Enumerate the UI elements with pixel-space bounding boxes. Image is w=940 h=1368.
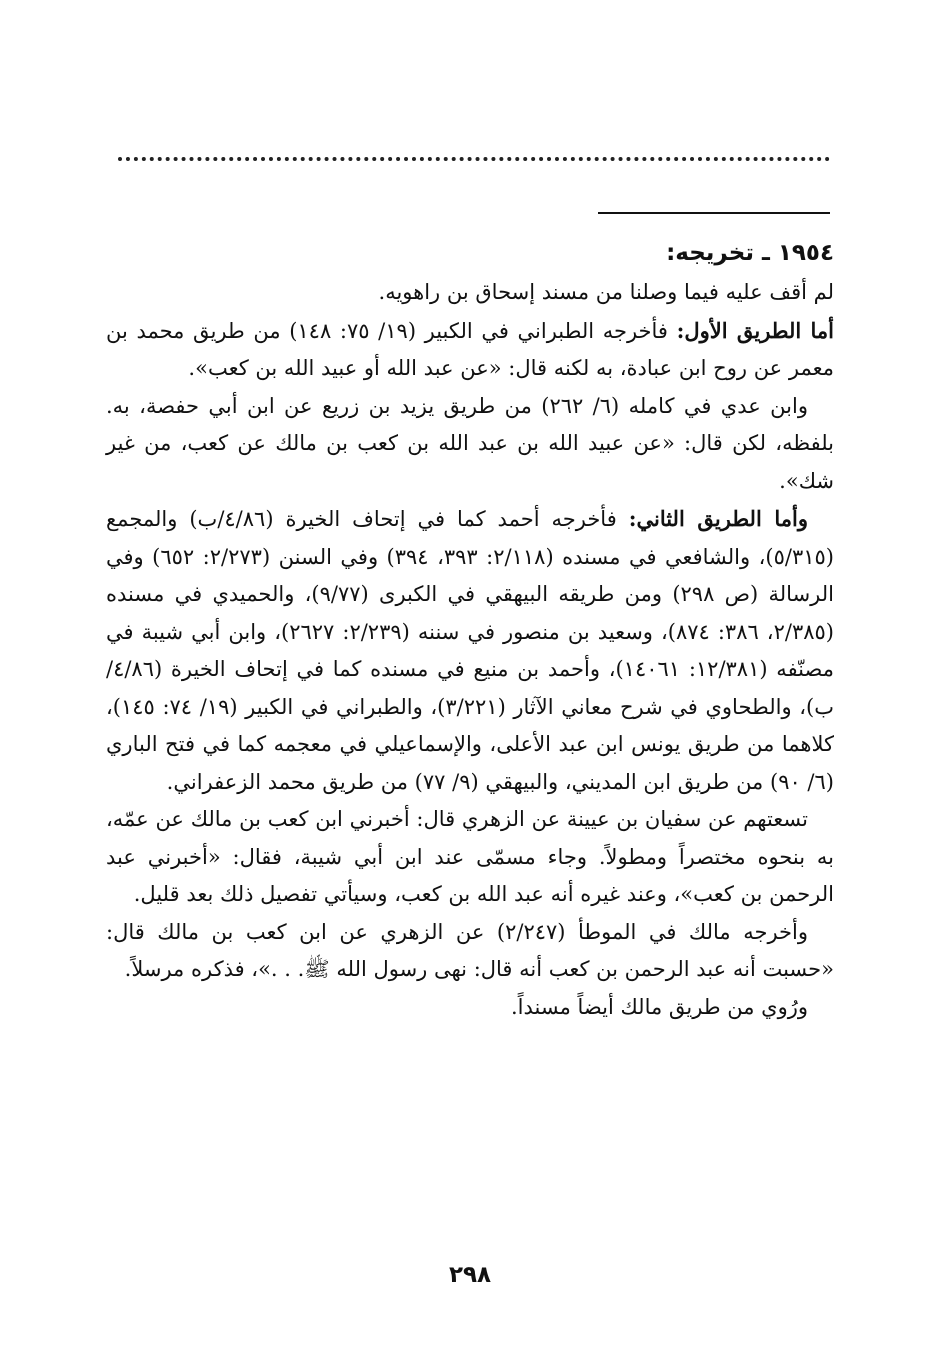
paragraph <box>106 388 834 501</box>
dotted-separator <box>118 157 830 161</box>
paragraph-text: تسعتهم عن سفيان بن عيينة عن الزهري قال: أخبرني ابن كعب بن مالك عن عمّه، به بنحوه مختصراً ومطولاً. وجاء مسمّى عند ابن أبي شيبة، فقال: «أخبرني عبد الرحمن بن كعب»، وعند غيره أنه عبد الله بن كعب، وسيأتي تفصيل ذلك بعد قليل. <box>106 807 834 906</box>
paragraph <box>106 274 834 312</box>
paragraph <box>106 989 834 1027</box>
paragraph-text: فأخرجه أحمد كما في إتحاف الخيرة (٤/٨٦/ب) والمجمع (٥/٣١٥)، والشافعي في مسنده (٢/١١٨: ٣٩٣، ٣٩٤) وفي السنن (٢/٢٧٣: ٦٥٢) وفي الرسالة (ص ٢٩٨) ومن طريقه البيهقي في الكبرى (٩/٧٧)، والحميدي في مسنده (٢/٣٨٥، ٣٨٦: ٨٧٤)، وسعيد بن منصور في سننه (٢/٢٣٩: ٢٦٢٧)، وابن أبي شيبة في مصنّفه (١٢/٣٨١: ١٤٠٦١)، وأحمد بن منيع في مسنده كما في إتحاف الخيرة (٤/٨٦/ب)، والطحاوي في شرح معاني الآثار (٣/٢٢١)، والطبراني في الكبير (١٩/ ٧٤: ١٤٥)، كلاهما من طريق يونس ابن عبد الأعلى، والإسماعيلي في معجمه كما في فتح الباري (٦/ ٩٠) من طريق ابن المديني، والبيهقي (٩/ ٧٧) من طريق محمد الزعفراني. <box>106 507 834 794</box>
paragraph <box>106 801 834 914</box>
paragraph-text: وأخرجه مالك في الموطأ (٢/٢٤٧) عن الزهري عن ابن كعب بن مالك قال: «حسبت أنه عبد الرحمن بن كعب أنه قال: نهى رسول الله ﷺ. . .»، فذكره مرسلاً. <box>106 919 834 981</box>
paragraph-text: وابن عدي في كامله (٦/ ٢٦٢) من طريق يزيد بن زريع عن ابن أبي حفصة، به. بلفظه، لكن قال: «عن عبيد الله بن عبد الله بن كعب بن مالك عن كعب، من غير شك». <box>106 393 834 493</box>
paragraph-lead: أما الطريق الأول: <box>676 317 834 343</box>
paragraph <box>106 312 834 388</box>
takhrij-section <box>106 232 834 1026</box>
paragraph-text: فأخرجه الطبراني في الكبير (١٩/ ٧٥: ١٤٨) من طريق محمد بن معمر عن روح ابن عبادة، به لكنه قال: «عن عبد الله أو عبيد الله بن كعب». <box>106 318 834 380</box>
footnote-rule <box>598 212 830 214</box>
paragraph <box>106 914 834 989</box>
paragraph-text: لم أقف عليه فيما وصلنا من مسند إسحاق بن راهويه. <box>378 280 834 304</box>
page-number: ٢٩٨ <box>448 1262 492 1288</box>
paragraph <box>106 500 834 801</box>
section-heading: ١٩٥٤ ـ تخريجه: <box>666 240 834 266</box>
paragraph-text: ورُوي من طريق مالك أيضاً مسنداً. <box>510 994 808 1019</box>
paragraph-lead: وأما الطريق الثاني: <box>628 506 809 531</box>
